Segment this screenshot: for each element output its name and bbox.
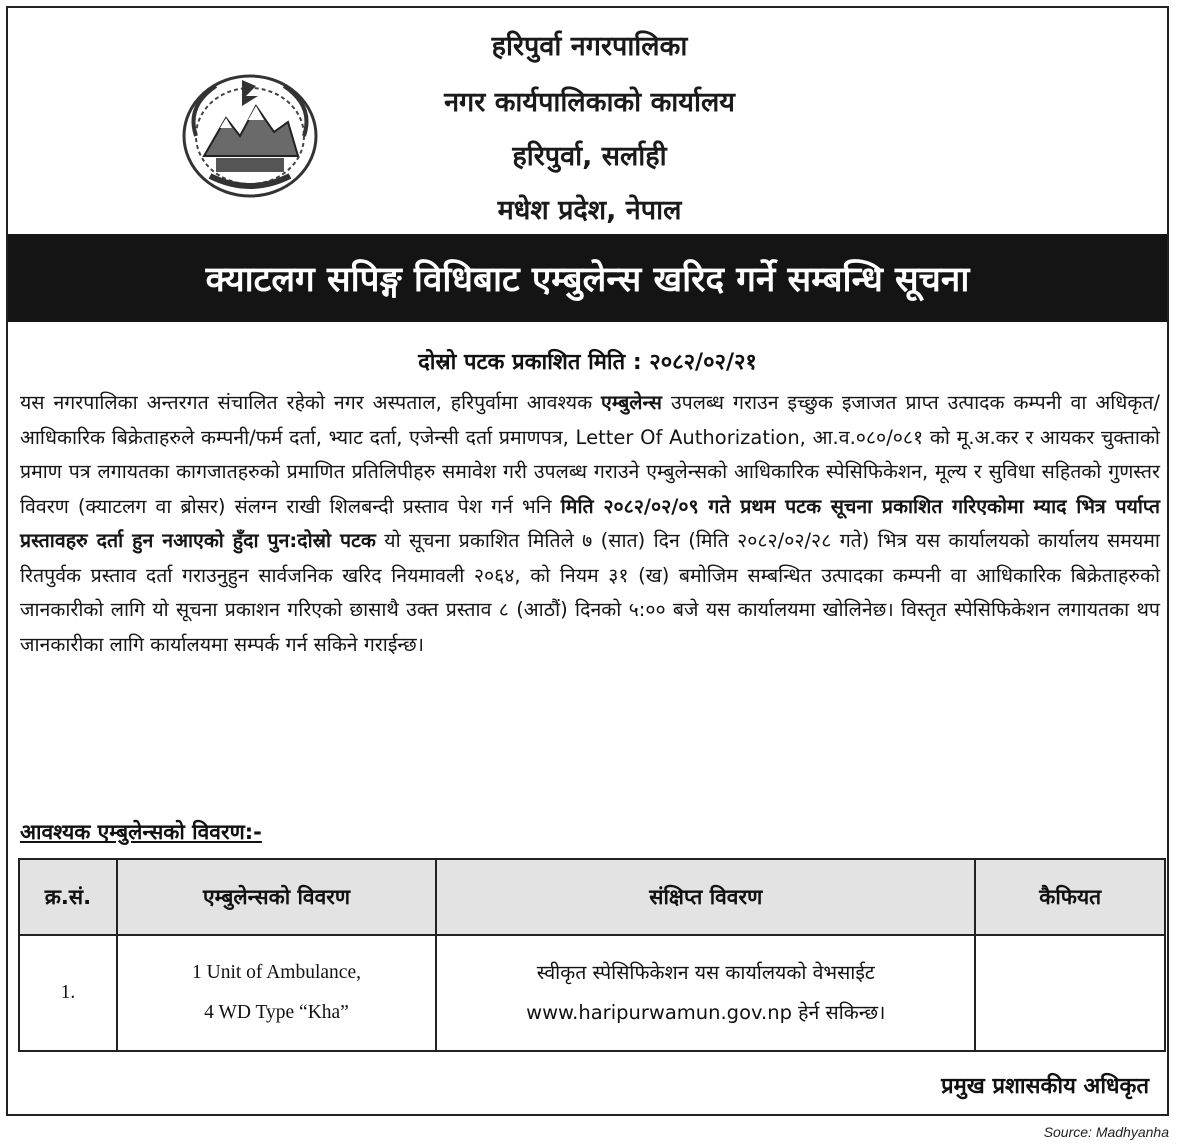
table-row xyxy=(19,935,1165,1051)
notice-header xyxy=(8,8,1167,228)
municipality-name: हरिपुर्वा नगरपालिका xyxy=(491,31,688,62)
body-bold-first-notice: मिति २०८२/०२/०९ गते प्रथम पटक सूचना प्रकाशित गरिएकोमा म्याद भित्र पर्याप्त प्रस्तावहरु दर्ता हुन नआएको हुँदा पुन:दोस्रो पटक xyxy=(20,494,1160,552)
header-ambulance-description: एम्बुलेन्सको विवरण xyxy=(117,859,436,935)
cell-remarks xyxy=(975,935,1165,1051)
cell-ambulance-description xyxy=(117,935,436,1051)
header-remarks: कैफियत xyxy=(975,859,1165,935)
body-part-3: यो सूचना प्रकाशित मितिले ७ (सात) दिन (मिति २०८२/०२/२८ गते) भित्र यस कार्यालयको कार्यालय समयमा रितपुर्वक प्रस्ताव दर्ता गराउनुहुन सार्वजनिक खरिद नियमावली २०६४, को नियम ३१ (ख) बमोजिम सम्बन्धित उत्पादका कम्पनी वा आधिकारिक बिक्रेताहरुको जानकारीको लागि यो सूचना प्रकाशन गरिएको छासाथै उक्त प्रस्ताव ८ (आठौं) दिनको ५:०० बजे यस कार्यालयमा खोलिनेछ। विस्तृत स्पेसिफिकेशन लगायतका थप जानकारीका लागि कार्यालयमा सम्पर्क गर्न सकिने गराईन्छ। xyxy=(20,529,1160,656)
cell-serial: 1. xyxy=(19,935,117,1051)
office-location: हरिपुर्वा, सर्लाही xyxy=(512,141,667,172)
cell-brief-description xyxy=(436,935,975,1051)
source-credit: Source: Madhyanha xyxy=(1043,1124,1169,1140)
notice-title: क्याटलग सपिङ्ग विधिबाट एम्बुलेन्स खरिद गर्ने सम्बन्धि सूचना xyxy=(8,234,1167,322)
notice-body xyxy=(20,386,1160,662)
header-serial: क्र.सं. xyxy=(19,859,117,935)
signatory-title: प्रमुख प्रशासकीय अधिकृत xyxy=(941,1074,1149,1099)
publication-date: दोस्रो पटक प्रकाशित मिति : २०८२/०२/२१ xyxy=(418,350,757,375)
province-country: मधेश प्रदेश, नेपाल xyxy=(497,195,682,226)
body-part-1: यस नगरपालिका अन्तरगत संचालित रहेको नगर अस्पताल, हरिपुर्वामा आवश्यक xyxy=(20,391,602,414)
brief-line-1: स्वीकृत स्पेसिफिकेशन यस कार्यालयको वेभसाईट xyxy=(536,961,875,984)
body-bold-ambulance: एम्बुलेन्स xyxy=(601,391,662,414)
ambulance-spec-table xyxy=(18,858,1166,1052)
office-name: नगर कार्यपालिकाको कार्यालय xyxy=(444,87,735,118)
notice-frame xyxy=(6,6,1169,1116)
table-header-row xyxy=(19,859,1165,935)
description-line-2: 4 WD Type “Kha” xyxy=(204,1002,349,1023)
body-part-2: उपलब्ध गराउन इच्छुक इजाजत प्राप्त उत्पादक कम्पनी वा अधिकृत/आधिकारिक बिक्रेताहरुले कम्पनी/फर्म दर्ता, भ्याट दर्ता, एजेन्सी दर्ता प्रमाणपत्र, Letter Of Authorization, आ.व.०८०/०८१ को मू.अ.कर र आयकर चुक्ताको प्रमाण पत्र लगायतका कागजातहरुको प्रमाणित प्रतिलिपीहरु समावेश गरी उपलब्ध गराउने एम्बुलेन्सको आधिकारिक स्पेसिफिकेशन, मूल्य र सुविधा सहितको गुणस्तर विवरण (क्याटलग वा ब्रोसर) संलग्न राखी शिलबन्दी प्रस्ताव पेश गर्न भनि xyxy=(20,391,1160,518)
section-heading: आवश्यक एम्बुलेन्सको विवरण:- xyxy=(20,820,262,844)
header-brief-description: संक्षिप्त विवरण xyxy=(436,859,975,935)
brief-line-2: www.haripurwamun.gov.np हेर्न सकिन्छ। xyxy=(526,1001,886,1024)
description-line-1: 1 Unit of Ambulance, xyxy=(192,962,361,983)
